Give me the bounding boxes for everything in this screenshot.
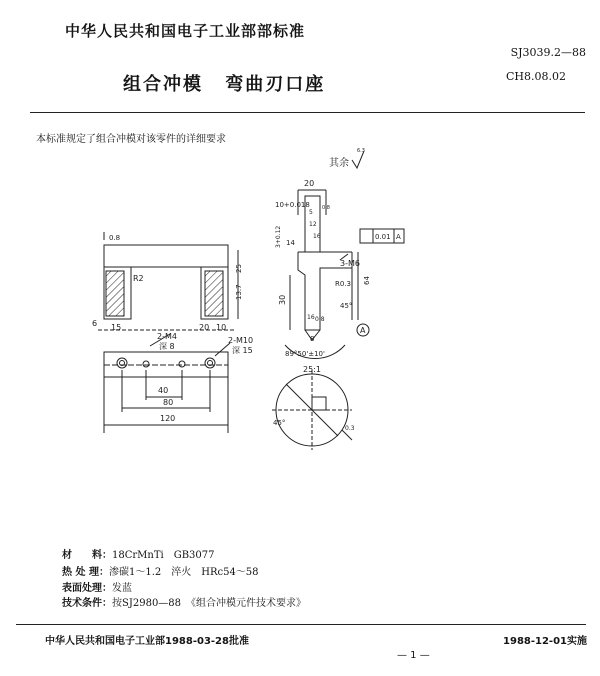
spec-technical-conditions: 技术条件：按SJ2980—88 《组合冲模元件技术要求》 — [62, 598, 307, 609]
dimension-label: A — [360, 326, 366, 335]
dimension-label: 6 — [92, 319, 98, 328]
approval-date: 中华人民共和国电子工业部1988-03-28批准 — [45, 636, 249, 647]
dimension-label: 14 — [286, 239, 295, 247]
dimension-label: 30 — [278, 294, 287, 305]
dimension-label: 2-M4 — [157, 332, 177, 341]
dimension-label: 120 — [160, 414, 176, 423]
dimension-label: 64 — [363, 276, 371, 285]
dimension-label: 3+0.12 — [275, 225, 282, 248]
dimension-label: 16 — [307, 314, 315, 321]
dimension-label: 5 — [309, 209, 313, 216]
spec-heat-treatment: 热 处 理：渗碳1～1.2 淬火 HRc54～58 — [62, 567, 259, 578]
dimension-label: R2 — [133, 274, 144, 283]
document-title: 组合冲模 弯曲刃口座 — [123, 74, 326, 95]
dimension-label: 0.8 — [322, 205, 330, 211]
spec-material: 材 料：18CrMnTi GB3077 — [62, 550, 215, 561]
dimension-label: 25 — [235, 264, 243, 273]
dimension-label: 45° — [340, 302, 353, 310]
dimension-label: 深 15 — [232, 346, 253, 355]
scope-statement: 本标准规定了组合冲模对该零件的详细要求 — [36, 134, 226, 145]
standard-number: SJ3039.2—88 — [510, 46, 586, 59]
dimension-label: 16 — [313, 233, 321, 240]
m10-hole-right — [205, 358, 215, 368]
dimension-label: 20 — [304, 179, 315, 188]
m4-hole-left — [143, 361, 149, 367]
dimension-label: 深 8 — [159, 342, 175, 351]
dimension-label: 10+0.018 — [275, 201, 310, 209]
footer-rule — [16, 624, 586, 625]
ministry-standard-heading: 中华人民共和国电子工业部部标准 — [65, 22, 306, 40]
dimension-label: A — [396, 233, 401, 241]
dimension-label: 40 — [158, 386, 169, 395]
implementation-date: 1988-12-01实施 — [503, 636, 587, 647]
dimension-label: 25:1 — [303, 365, 321, 374]
left-hatch — [106, 271, 124, 316]
dimension-label: 80 — [163, 398, 174, 407]
right-hatch — [205, 271, 223, 316]
dimension-label: 0.3 — [345, 425, 355, 432]
dimension-label: 2-M10 — [228, 336, 254, 345]
dimension-label: 15 — [111, 323, 122, 332]
m4-hole-right — [179, 361, 185, 367]
dimension-label: 0.01 — [375, 233, 391, 241]
dimension-label: 13.7 — [235, 284, 243, 300]
dimension-label: 8 — [310, 335, 315, 343]
detail-edge — [312, 397, 326, 410]
dimension-label: 20 — [199, 323, 210, 332]
dimension-label: 0.8 — [315, 316, 325, 323]
roughness-value: 6.3 — [357, 148, 365, 154]
front-view-top-bar — [104, 245, 228, 267]
m10-hole-left — [117, 358, 127, 368]
dimension-label: 3-M6 — [340, 259, 360, 268]
dimension-label: 45° — [273, 419, 286, 427]
spec-surface-treatment: 表面处理：发蓝 — [62, 583, 132, 594]
dimension-label: 10 — [216, 323, 227, 332]
dimension-label: 0.8 — [109, 234, 121, 242]
page-number: — 1 — — [397, 650, 430, 661]
classification-code: CH8.08.02 — [506, 70, 566, 83]
dimension-label: 12 — [309, 221, 317, 228]
surface-note: 其余 — [329, 158, 349, 169]
dimension-label: R0.3 — [335, 280, 351, 288]
dimension-label: 89°50'±10' — [285, 350, 325, 358]
